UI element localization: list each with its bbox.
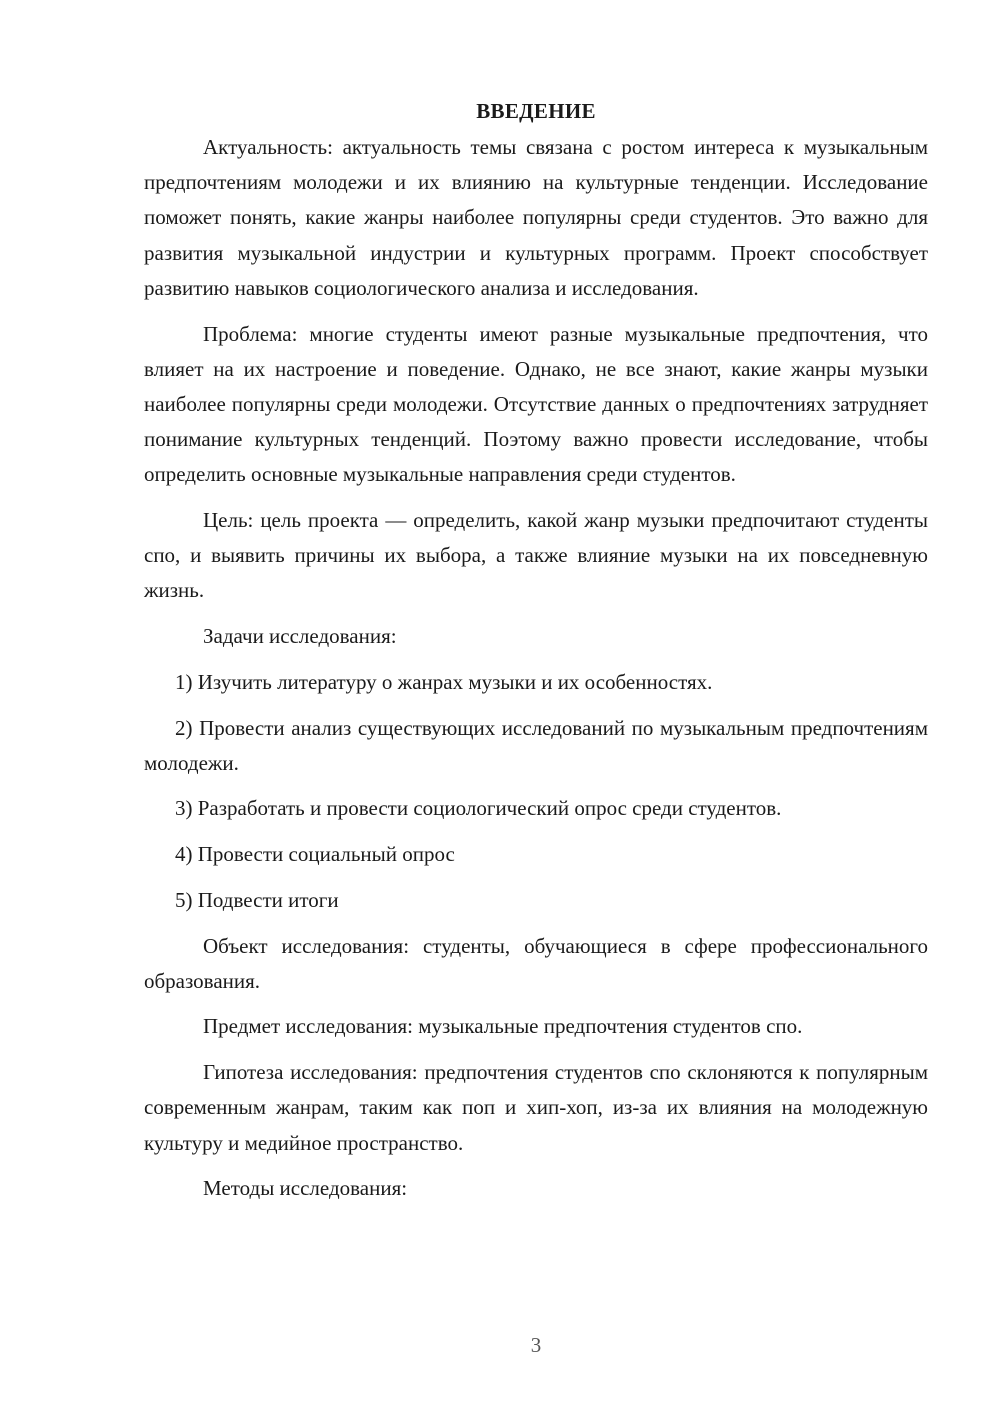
hypothesis-paragraph: Гипотеза исследования: предпочтения студентов спо склоняются к популярным современным жанрам, таким как поп и хип-хоп, из-за их влияния на молодежную культуру и медийное пространство. [144, 1060, 928, 1155]
page-title: ВВЕДЕНИЕ [476, 99, 596, 123]
task-item-1: 1) Изучить литературу о жанрах музыки и их особенностях. [175, 669, 713, 694]
task-item-2: 2) Провести анализ существующих исследований по музыкальным предпочтениям молодежи. [144, 715, 928, 775]
methods-heading: Методы исследования: [203, 1176, 408, 1201]
relevance-paragraph: Актуальность: актуальность темы связана с ростом интереса к музыкальным предпочтениям молодежи и их влиянию на культурные тенденции. Исследование поможет понять, какие жанры наиболее популярны среди студентов. Это важно для развития музыкальной индустрии и культурных программ. Проект способствует развитию навыков социологического анализа и исследования. [144, 135, 928, 300]
page-number: 3 [530, 1333, 542, 1357]
task-item-5: 5) Подвести итоги [175, 887, 339, 912]
goal-paragraph: Цель: цель проекта — определить, какой жанр музыки предпочитают студенты спо, и выявить причины их выбора, а также влияние музыки на их повседневную жизнь. [144, 508, 928, 603]
task-item-4: 4) Провести социальный опрос [175, 842, 455, 867]
subject-paragraph: Предмет исследования: музыкальные предпочтения студентов спо. [203, 1014, 803, 1039]
problem-paragraph: Проблема: многие студенты имеют разные музыкальные предпочтения, что влияет на их настроение и поведение. Однако, не все знают, какие жанры музыки наиболее популярны среди молодежи. Отсутствие данных о предпочтениях затрудняет понимание культурных тенденций. Поэтому важно провести исследование, чтобы определить основные музыкальные направления среди студентов. [144, 321, 928, 487]
page-content [144, 96, 928, 1217]
task-item-3: 3) Разработать и провести социологический опрос среди студентов. [175, 796, 782, 821]
object-paragraph: Объект исследования: студенты, обучающиеся в сфере профессионального образования. [144, 933, 928, 993]
tasks-heading: Задачи исследования: [203, 624, 397, 649]
